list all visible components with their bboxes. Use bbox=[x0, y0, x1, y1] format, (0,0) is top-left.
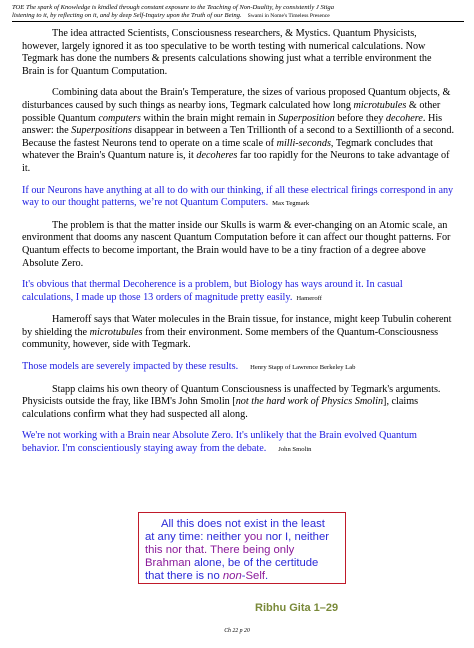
italic-term: computers bbox=[98, 112, 141, 124]
quote-text: It's obvious that thermal Decoherence is a problem, but Biology has ways around it. In casual calculations, I made up those 13 orders of magnitude pretty easily. bbox=[22, 279, 403, 303]
box-line-4 bbox=[145, 557, 339, 570]
box-line-2 bbox=[145, 531, 339, 544]
highlighted-word: Self bbox=[245, 570, 265, 583]
highlighted-word: you bbox=[244, 531, 263, 544]
italic-term: not the hard work of Physics Smolin bbox=[235, 396, 384, 408]
paragraph-2 bbox=[22, 87, 456, 175]
italic-term: milli-seconds bbox=[276, 137, 331, 149]
text-run: within the brain might remain in bbox=[140, 112, 279, 124]
scripture-source: Ribhu Gita 1–29 bbox=[255, 602, 339, 614]
text-run: far too rapidly for the Neurons to take advantage of it. bbox=[22, 150, 450, 174]
page-footer: Ch 22 p 20 bbox=[224, 628, 250, 634]
text-run: ], claims calculations confirm what they had suspected all along. bbox=[22, 396, 419, 420]
italic-term: Superposition bbox=[278, 112, 335, 124]
header-line-2 bbox=[12, 12, 464, 20]
quote-smolin bbox=[22, 430, 456, 456]
quote-attribution: John Smolin bbox=[278, 446, 312, 454]
text-run: at any time: neither bbox=[145, 531, 245, 544]
header-source: Swami in Nome's Timeless Presence bbox=[247, 13, 330, 20]
main-text bbox=[22, 28, 456, 466]
paragraph-4 bbox=[22, 314, 456, 352]
text-run: Combining data about the Brain's Temperature, the sizes of various proposed Quantum objects, & disturbances caused by such things as nearby ions, Tegmark calculated how long bbox=[22, 87, 451, 111]
quote-tegmark bbox=[22, 185, 456, 211]
quote-text: We're not working with a Brain near Absolute Zero. It's unlikely that the Brain evolved Quantum behavior. I'm conscientiously staying away from the debate. bbox=[22, 430, 417, 455]
quote-text: If our Neurons have anything at all to do with our thinking, if all these electrical firings correspond in any way to our thought patterns, we’re not Quantum Computers. bbox=[22, 184, 454, 209]
text-run: nor I, neither bbox=[262, 531, 329, 544]
page-header bbox=[12, 4, 464, 22]
quote-hameroff bbox=[22, 279, 456, 305]
highlighted-word: non bbox=[222, 570, 242, 583]
text-run: . His answer: the bbox=[22, 112, 443, 137]
text-run: before they bbox=[334, 112, 386, 124]
highlighted-word: Brahman bbox=[145, 557, 191, 570]
text-run: - bbox=[241, 570, 246, 583]
text-run: disappear in between a Ten Trillionth of a second to a Sextillionth of a second. Because the fastest Neurons tend to operate on a time scale of bbox=[22, 125, 455, 149]
text-run: that there is no bbox=[145, 570, 223, 583]
header-line-2-text: listening to it, by reflecting on it, and by deep Self-Inquiry upon the Truth of our Being. bbox=[12, 12, 242, 20]
box-line-3: this nor that. There being only bbox=[145, 544, 295, 557]
quote-attribution: Henry Stapp of Lawrence Berkeley Lab bbox=[250, 364, 356, 372]
paragraph-1: The idea attracted Scientists, Consciousness researchers, & Mystics. Quantum Physicists, however, largely ignored it as too speculative to be worth testing with numerical calculations. Now Tegmark has done the numbers & presents calculations showing just what a terrible environment the Brain is for Quantum Computation. bbox=[22, 28, 432, 77]
text-run: . bbox=[264, 570, 269, 583]
text-run: Stapp claims his own theory of Quantum Consciousness is unaffected by Tegmark's arguments. Physicists outside the fray, like IBM's John Smolin [ bbox=[22, 383, 441, 408]
text-run: alone, be of the certitude bbox=[190, 557, 319, 570]
quote-stapp bbox=[22, 361, 456, 375]
box-line-5 bbox=[145, 570, 339, 583]
text-run: Hameroff says that Water molecules in the Brain tissue, for instance, might keep Tubulin coherent by shielding the bbox=[22, 314, 452, 338]
italic-term: microtubules bbox=[353, 99, 407, 111]
paragraph-5 bbox=[22, 384, 456, 422]
header-line-1: TOE The spark of Knowledge is kindled through constant exposure to the Teaching of Non-Duality, by consistently J Stiga bbox=[12, 4, 335, 11]
italic-term: decohere bbox=[385, 112, 423, 124]
scripture-quote-box bbox=[138, 512, 346, 584]
quote-attribution: Max Tegmark bbox=[272, 200, 310, 208]
quote-text: Those models are severely impacted by these results. bbox=[22, 361, 239, 373]
italic-term: Superpositions bbox=[71, 125, 132, 137]
italic-term: decoheres bbox=[196, 150, 238, 162]
italic-term: microtubules bbox=[89, 326, 143, 338]
text-run: from their environment. Some members of the Quantum-Consciousness community, however, side with Tegmark. bbox=[22, 326, 439, 351]
text-run: & other possible Quantum bbox=[22, 99, 441, 124]
quote-attribution: Hameroff bbox=[296, 294, 322, 302]
box-line-1: All this does not exist in the least bbox=[161, 518, 325, 530]
text-run: , Tegmark concludes that whatever the Brain's Quantum nature is, it bbox=[22, 137, 433, 162]
paragraph-3: The problem is that the matter inside our Skulls is warm & ever-changing on an Atomic scale, an environment that dooms any nascent Quantum Computation before it can affect our thought patterns. For Quantum effects to become important, the Brain would have to be a tiny fraction of a degree above Absolute Zero. bbox=[22, 219, 451, 269]
